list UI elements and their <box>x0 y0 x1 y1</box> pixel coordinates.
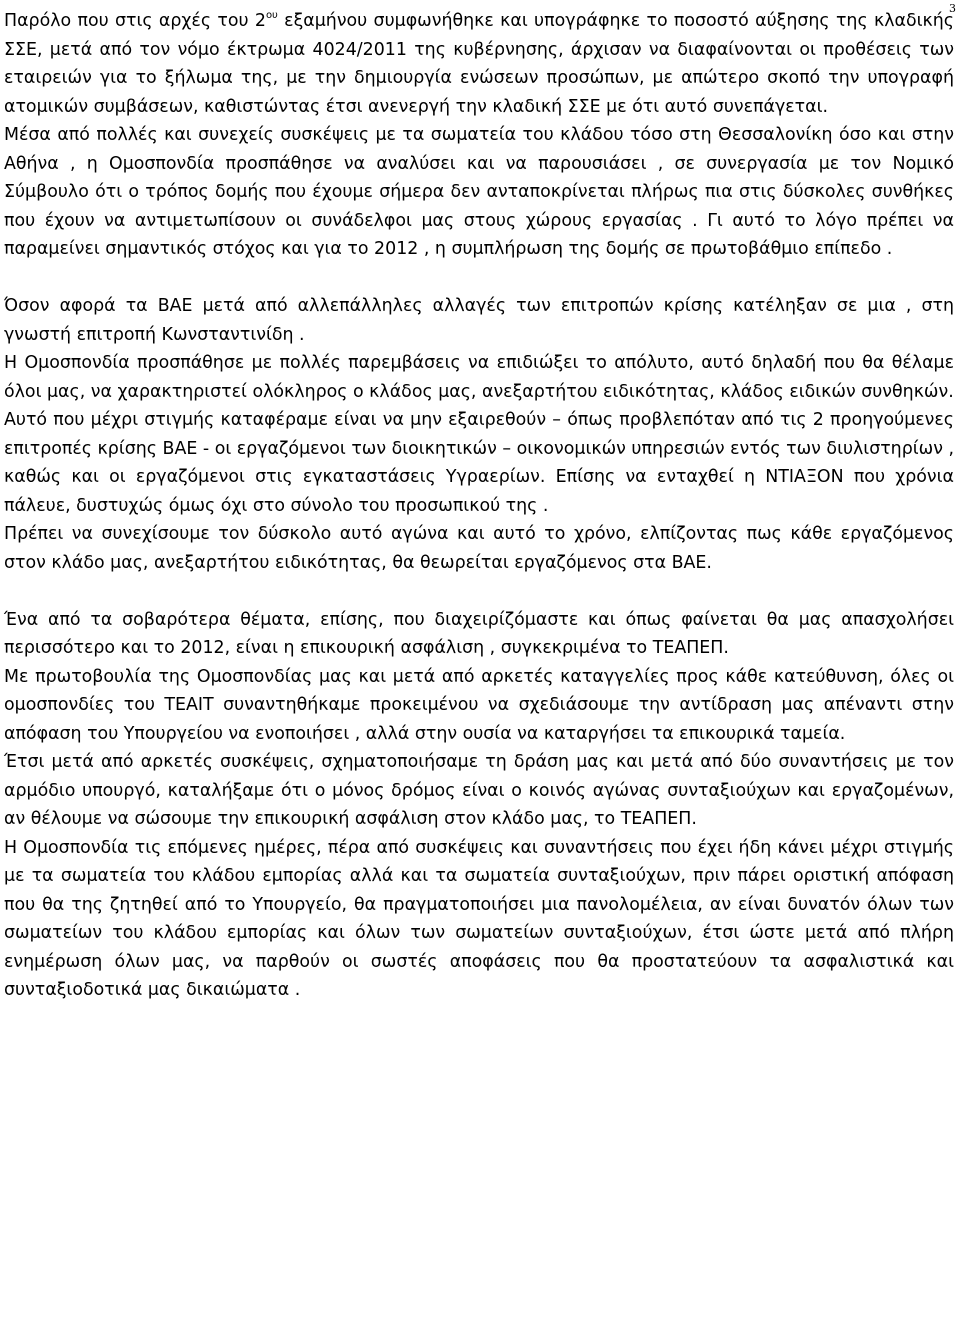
paragraph-contract-erosion: Παρόλο που στις αρχές του $2^{o\upsilon}$ εξαμήνου συμφωνήθηκε και υπογράφηκε το ποσοστό αύξησης της κλαδικής ΣΣΕ, μετά από τον νόμο έκτρωμα 4024/2011 της κυβέρνησης, άρχισαν να διαφαίνονται οι προθέσεις των εταιρειών για το ξήλωμα της, με την δημιουργία ενώσεων προσώπων, με απώτερο σκοπό την υπογραφή ατομικών συμβάσεων, καθιστώντας έτσι ανενεργή την κλαδική ΣΣΕ με ότι αυτό συνεπάγεται. <box>4 10 954 117</box>
paragraph-gap <box>4 264 954 293</box>
page-number: 3 <box>949 2 956 15</box>
paragraph-bae-committees: Όσον αφορά τα ΒΑΕ μετά από αλλεπάλληλες αλλαγές των επιτροπών κρίσης κατέληξαν σε μια , στη γνωστή επιτροπή Κωνσταντινίδη . <box>4 296 954 345</box>
paragraph-federation-efforts: Η Ομοσπονδία προσπάθησε με πολλές παρεμβάσεις να επιδιώξει το απόλυτο, αυτό δηλαδή που θα θέλαμε όλοι μας, να χαρακτηριστεί ολόκληρος ο κλάδος μας, ανεξαρτήτου ειδικότητας, κλάδος ειδικών συνθηκών. <box>4 353 954 402</box>
paragraph-meetings: Μέσα από πολλές και συνεχείς συσκέψεις με τα σωματεία του κλάδου τόσο στη Θεσσαλονίκη όσο και στην Αθήνα , η Ομοσπονδία προσπάθησε να αναλύσει και να παρουσιάσει , σε συνεργασία με τον Νομικό Σύμβουλο ότι ο τρόπος δομής που έχουμε σήμερα δεν ανταποκρίνεται πλήρως πια στις δύσκολες συνθήκες που έχουν να αντιμετωπίσουν οι συνάδελφοι μας στους χώρους εργασίας . Γι αυτό το λόγο πρέπει να παραμείνει σημαντικός στόχος και για το 2012 , η συμπλήρωση της δομής σε πρωτοβάθμιο επίπεδο . <box>4 125 954 259</box>
ordinal-superscript: ου <box>265 10 278 22</box>
paragraph-gap <box>4 577 954 606</box>
paragraph-achievements: Αυτό που μέχρι στιγμής καταφέραμε είναι να μην εξαιρεθούν – όπως προβλεπόταν από τις 2 προηγούμενες επιτροπές κρίσης ΒΑΕ - οι εργαζόμενοι των διοικητικών – οικονομικών υπηρεσιών εντός των διυλιστηρίων , καθώς και οι εργαζόμενοι στις εγκαταστάσεις Υγραερίων. Επίσης να ενταχθεί η ΝΤΙΑΞΟΝ που χρόνια πάλευε, δυστυχώς όμως όχι στο σύνολο του προσωπικού της . <box>4 410 954 516</box>
paragraph-joint-struggle: Έτσι μετά από αρκετές συσκέψεις, σχηματοποιήσαμε τη δράση μας και μετά από δύο συναντήσεις με τον αρμόδιο υπουργό, καταλήξαμε ότι ο μόνος δρόμος είναι ο κοινός αγώνας συνταξιούχων και εργαζομένων, αν θέλουμε να σώσουμε την επικουρική ασφάλιση στον κλάδο μας, το ΤΕΑΠΕΠ. <box>4 752 954 829</box>
paragraph-pension-issue: Ένα από τα σοβαρότερα θέματα, επίσης, που διαχειρίζόμαστε και όπως φαίνεται θα μας απασχολήσει περισσότερο και το 2012, είναι η επικουρική ασφάλιση , συγκεκριμένα το ΤΕΑΠΕΠ. <box>4 609 954 658</box>
paragraph-next-steps: Η Ομοσπονδία τις επόμενες ημέρες, πέρα από συσκέψεις και συναντήσεις που έχει ήδη κάνει μέχρι στιγμής με τα σωματεία του κλάδου εμπορίας αλλά και τα σωματεία συνταξιούχων, πριν πάρει οριστική απόφαση που θα της ζητηθεί από το Υπουργείο, θα πραγματοποιήσει μια πανολομέλεια, αν είναι δυνατόν όλων των σωματείων του κλάδου εμπορίας και όλων των σωματείων συνταξιούχων, έτσι ώστε μετά από πλήρη ενημέρωση όλων μας, να παρθούν οι σωστές αποφάσεις που θα προστατεύουν τα ασφαλιστικά και συνταξιοδοτικά μας δικαιώματα . <box>4 837 954 1000</box>
document-body <box>4 7 954 1005</box>
paragraph-federation-initiative: Με πρωτοβουλία της Ομοσπονδίας μας και μετά από αρκετές καταγγελίες προς κάθε κατεύθυνση, όλες οι ομοσπονδίες του ΤΕΑΙΤ συναντηθήκαμε προκειμένου να σχεδιάσουμε την αντίδραση μας απέναντι στην απόφαση του Υπουργείου να ενοποιήσει , αλλά στην ουσία να καταργήσει τα επικουρικά ταμεία. <box>4 666 954 744</box>
paragraph-continue-struggle: Πρέπει να συνεχίσουμε τον δύσκολο αυτό αγώνα και αυτό το χρόνο, ελπίζοντας πως κάθε εργαζόμενος στον κλάδο μας, ανεξαρτήτου ειδικότητας, θα θεωρείται εργαζόμενος στα ΒΑΕ. <box>4 524 954 573</box>
